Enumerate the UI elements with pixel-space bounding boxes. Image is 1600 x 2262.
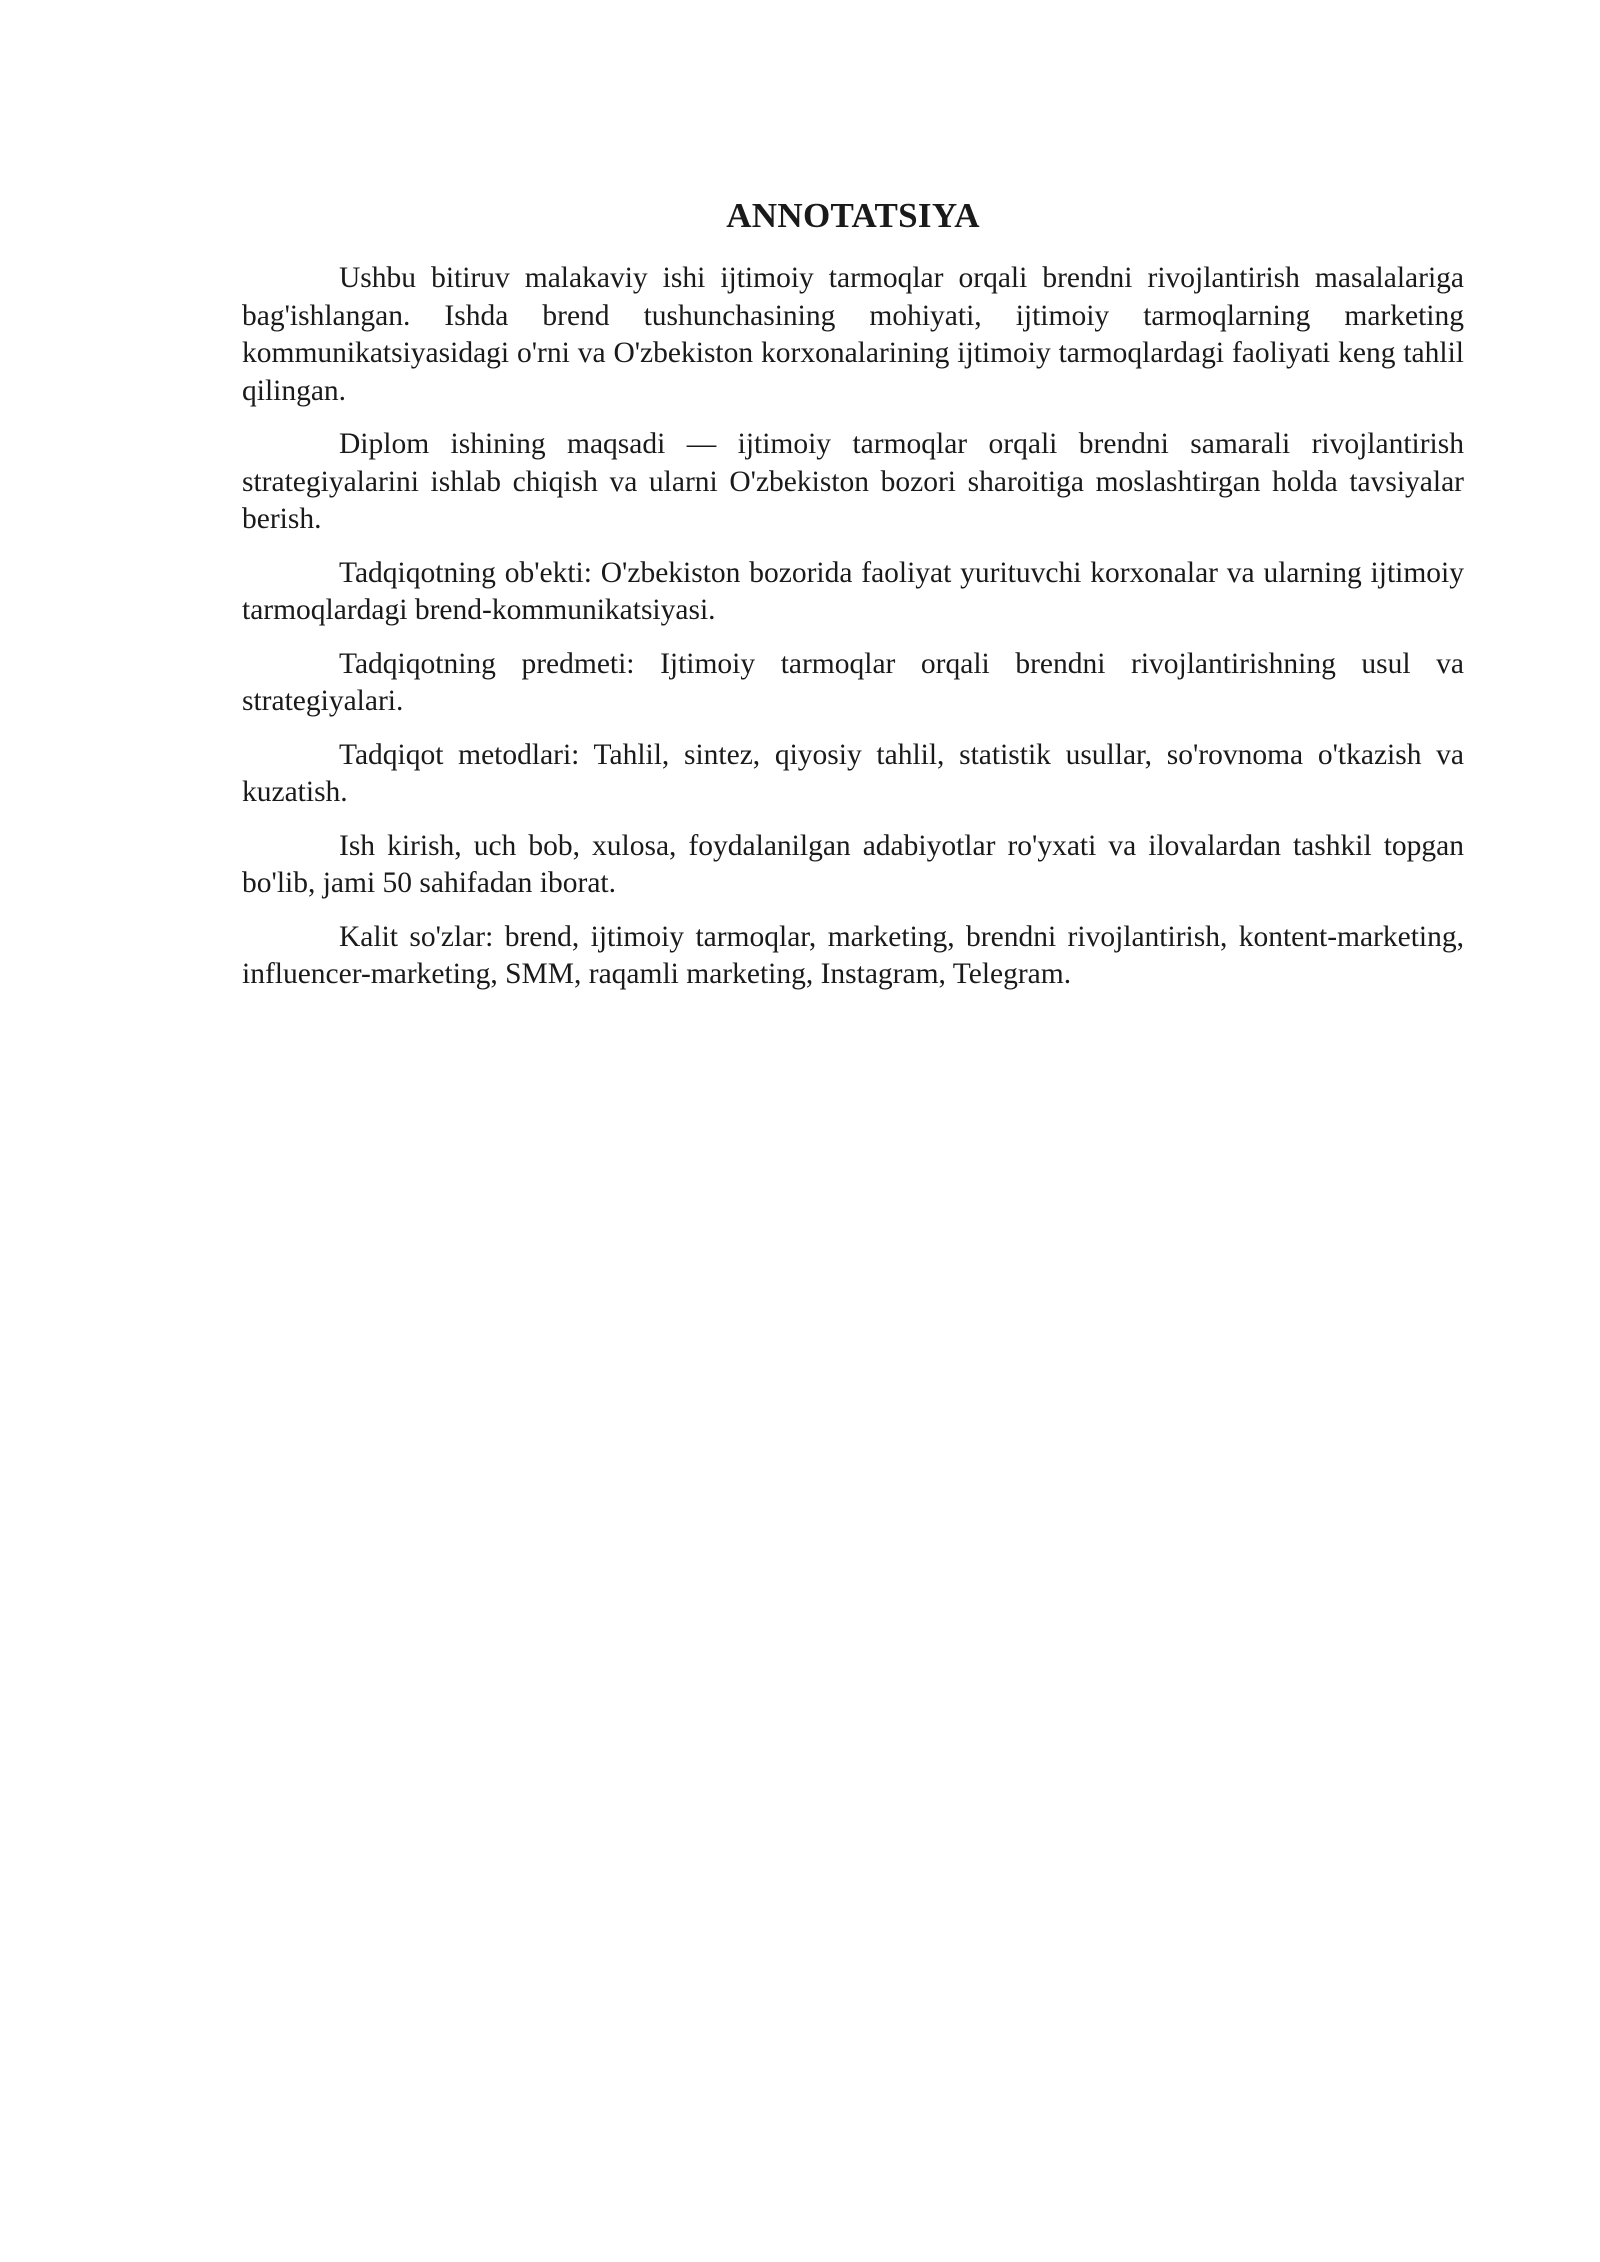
paragraph-structure: Ish kirish, uch bob, xulosa, foydalanilgan adabiyotlar ro'yxati va ilovalardan tashkil topgan bo'lib, jami 50 sahifadan iborat. bbox=[242, 829, 1464, 899]
paragraph-intro: Ushbu bitiruv malakaviy ishi ijtimoiy tarmoqlar orqali brendni rivojlantirish masalalariga bag'ishlangan. Ishda brend tushunchasining mohiyati, ijtimoiy tarmoqlarning marketing kommunikatsiyasidagi o'rni va O'zbekiston korxonalarining ijtimoiy tarmoqlardagi faoliyati keng tahlil qilingan. bbox=[242, 262, 1464, 407]
paragraph-object: Tadqiqotning ob'ekti: O'zbekiston bozorida faoliyat yurituvchi korxonalar va ularning ijtimoiy tarmoqlardagi brend-kommunikatsiyasi. bbox=[242, 556, 1464, 626]
document-body bbox=[242, 194, 1464, 1010]
paragraph-goal: Diplom ishining maqsadi — ijtimoiy tarmoqlar orqali brendni samarali rivojlantirish strategiyalarini ishlab chiqish va ularni O'zbekiston bozori sharoitiga moslashtirgan holda tavsiyalar berish. bbox=[242, 428, 1464, 535]
paragraph-subject: Tadqiqotning predmeti: Ijtimoiy tarmoqlar orqali brendni rivojlantirishning usul va strategiyalari. bbox=[242, 647, 1464, 717]
paragraph-methods: Tadqiqot metodlari: Tahlil, sintez, qiyosiy tahlil, statistik usullar, so'rovnoma o'tkazish va kuzatish. bbox=[242, 738, 1464, 808]
document-title: ANNOTATSIYA bbox=[726, 196, 980, 235]
paragraph-keywords: Kalit so'zlar: brend, ijtimoiy tarmoqlar, marketing, brendni rivojlantirish, kontent-marketing, influencer-marketing, SMM, raqamli marketing, Instagram, Telegram. bbox=[242, 920, 1464, 990]
